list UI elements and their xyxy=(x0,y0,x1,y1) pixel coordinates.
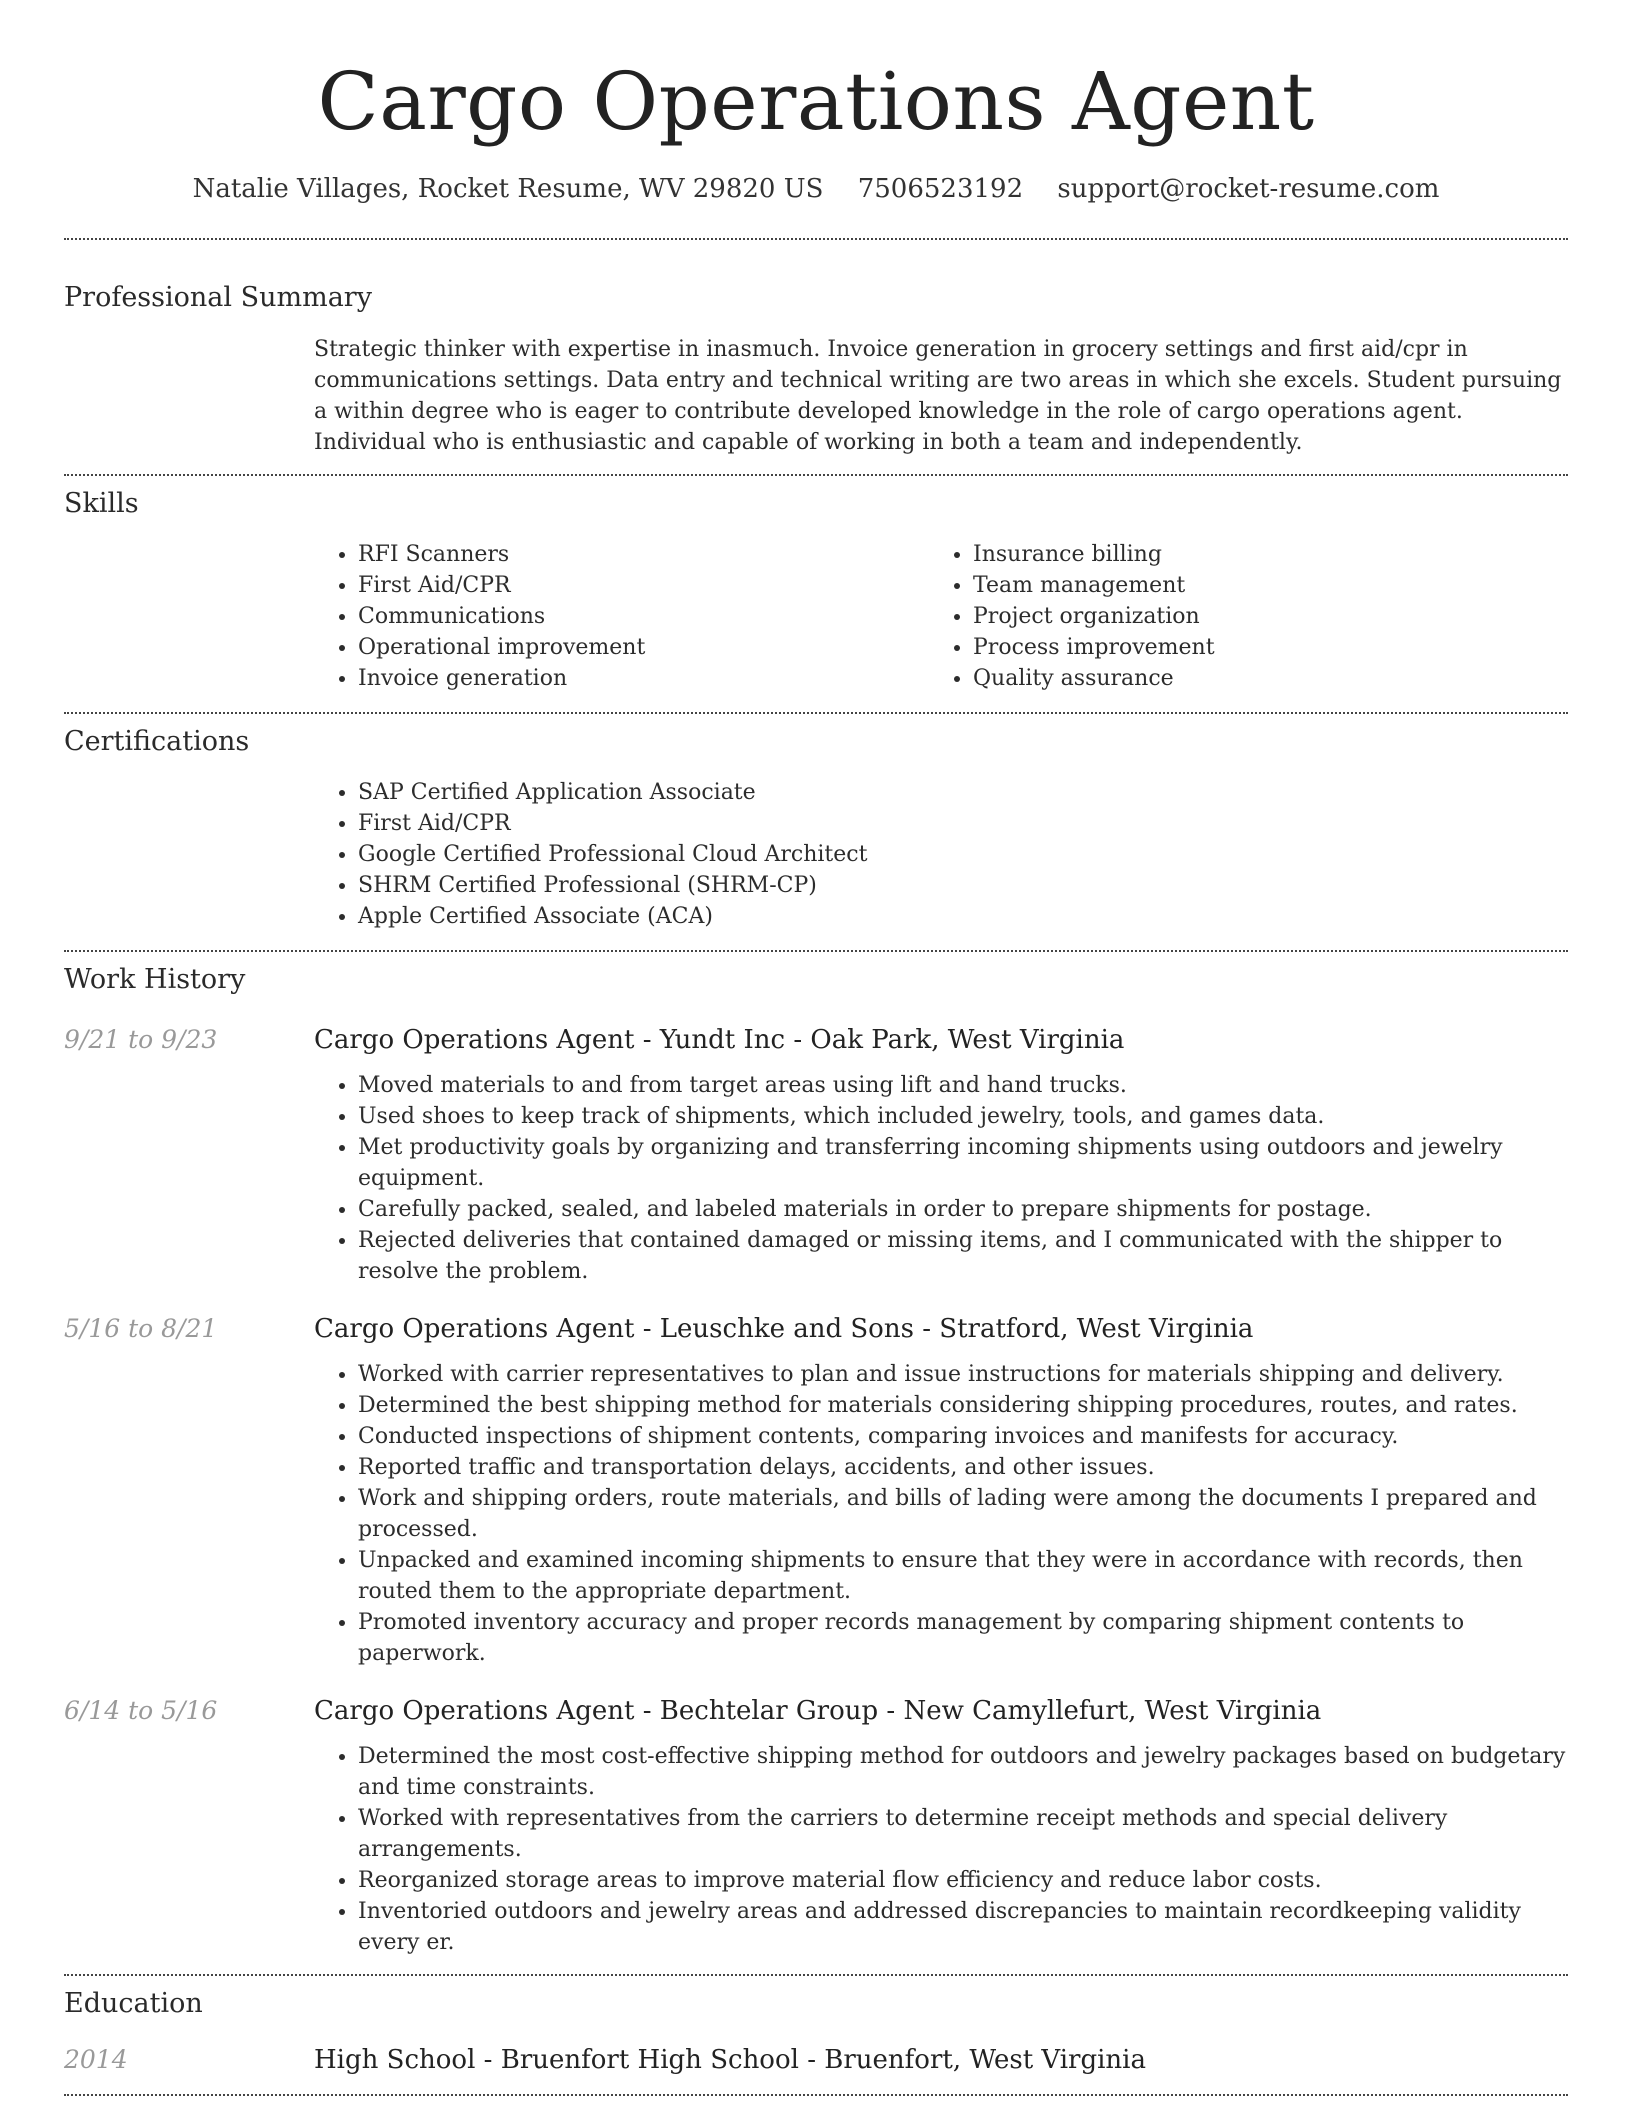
contact-address: Natalie Villages, Rocket Resume, WV 29820 US xyxy=(192,174,824,204)
job-company: Bechtelar Group xyxy=(659,1696,879,1726)
separator: - xyxy=(878,1696,904,1726)
list-item: • Determined the most cost-effective shipping method for outdoors and jewelry packages based on budgetary and time constraints. xyxy=(358,1741,1568,1803)
job-heading xyxy=(314,1022,1568,1058)
separator: - xyxy=(913,1314,940,1344)
list-item: • Rejected deliveries that contained damaged or missing items, and I communicated with the shipper to resolve the problem. xyxy=(358,1225,1568,1287)
education-list xyxy=(64,2042,1568,2078)
job-details xyxy=(314,1311,1568,1669)
list-item: • Communications xyxy=(358,601,929,632)
section-heading-skills: Skills xyxy=(64,488,139,519)
summary-section xyxy=(64,240,1568,458)
list-item: • RFI Scanners xyxy=(358,539,929,570)
list-item: • Met productivity goals by organizing and transferring incoming shipments using outdoors and jewelry equipment. xyxy=(358,1132,1568,1194)
job-location: Oak Park, West Virginia xyxy=(810,1025,1125,1055)
education-school: Bruenfort High School xyxy=(500,2045,799,2075)
resume-header xyxy=(64,0,1568,206)
job-company: Yundt Inc xyxy=(659,1025,786,1055)
list-item: • Insurance billing xyxy=(973,539,1544,570)
skills-grid xyxy=(314,539,1568,694)
summary-body xyxy=(314,334,1568,458)
section-heading-work-history: Work History xyxy=(64,964,246,995)
education-heading xyxy=(314,2042,1568,2078)
list-item: • Promoted inventory accuracy and proper records management by comparing shipment contents to paperwork. xyxy=(358,1607,1568,1669)
list-item: • Used shoes to keep track of shipments, which included jewelry, tools, and games data. xyxy=(358,1101,1568,1132)
jobs-list xyxy=(64,1022,1568,1958)
list-item: • Carefully packed, sealed, and labeled materials in order to prepare shipments for postage. xyxy=(358,1194,1568,1225)
list-item: • Apple Certified Associate (ACA) xyxy=(358,901,1568,932)
contact-phone: 7506523192 xyxy=(857,174,1024,204)
work-history-section xyxy=(64,952,1568,1958)
list-item: • Inventoried outdoors and jewelry areas and addressed discrepancies to maintain recordkeeping validity every er. xyxy=(358,1896,1568,1958)
list-item: • Team management xyxy=(973,570,1544,601)
list-item: • SAP Certified Application Associate xyxy=(358,777,1568,808)
job-title: Cargo Operations Agent xyxy=(314,1696,635,1726)
separator: - xyxy=(634,1314,660,1344)
list-item: • Quality assurance xyxy=(973,663,1544,694)
education-degree: High School xyxy=(314,2045,476,2075)
job-title: Cargo Operations Agent xyxy=(314,1314,635,1344)
list-item: • Process improvement xyxy=(973,632,1544,663)
education-year: 2014 xyxy=(64,2045,128,2074)
list-item: • Reorganized storage areas to improve material flow efficiency and reduce labor costs. xyxy=(358,1865,1568,1896)
list-item: • Operational improvement xyxy=(358,632,929,663)
list-item: • Google Certified Professional Cloud Architect xyxy=(358,839,1568,870)
job-location: New Camyllefurt, West Virginia xyxy=(903,1696,1322,1726)
skills-list-left xyxy=(314,539,929,694)
resume-title: Cargo Operations Agent xyxy=(317,55,1315,148)
job-location: Stratford, West Virginia xyxy=(939,1314,1254,1344)
education-entry xyxy=(64,2042,1568,2078)
job-dates: 5/16 to 8/21 xyxy=(64,1314,218,1343)
job-entry xyxy=(64,1693,1568,1958)
list-item: • Reported traffic and transportation delays, accidents, and other issues. xyxy=(358,1452,1568,1483)
education-details xyxy=(314,2042,1568,2078)
skills-column-right xyxy=(929,539,1544,694)
job-heading xyxy=(314,1311,1568,1347)
separator: - xyxy=(798,2045,825,2075)
job-details xyxy=(314,1022,1568,1287)
education-section xyxy=(64,1976,1568,2078)
list-item: • First Aid/CPR xyxy=(358,808,1568,839)
separator: - xyxy=(634,1696,660,1726)
job-entry xyxy=(64,1022,1568,1287)
job-details xyxy=(314,1693,1568,1958)
job-bullets xyxy=(314,1741,1568,1958)
list-item: • Invoice generation xyxy=(358,663,929,694)
section-heading-certifications: Certifications xyxy=(64,726,250,757)
list-item: • Conducted inspections of shipment contents, comparing invoices and manifests for accuracy. xyxy=(358,1421,1568,1452)
skills-section xyxy=(64,476,1568,694)
contact-line xyxy=(64,172,1568,206)
list-item: • SHRM Certified Professional (SHRM-CP) xyxy=(358,870,1568,901)
separator: - xyxy=(475,2045,501,2075)
list-item: • Project organization xyxy=(973,601,1544,632)
separator: - xyxy=(785,1025,811,1055)
job-bullets xyxy=(314,1359,1568,1669)
list-item: • Moved materials to and from target areas using lift and hand trucks. xyxy=(358,1070,1568,1101)
section-heading-education: Education xyxy=(64,1988,203,2019)
section-heading-summary: Professional Summary xyxy=(64,282,372,313)
job-entry xyxy=(64,1311,1568,1669)
certifications-list xyxy=(314,777,1568,932)
skills-list-right xyxy=(929,539,1544,694)
list-item: • First Aid/CPR xyxy=(358,570,929,601)
list-item: • Unpacked and examined incoming shipments to ensure that they were in accordance with records, then routed them to the appropriate department. xyxy=(358,1545,1568,1607)
list-item: • Worked with representatives from the carriers to determine receipt methods and special delivery arrangements. xyxy=(358,1803,1568,1865)
job-heading xyxy=(314,1693,1568,1729)
job-dates: 9/21 to 9/23 xyxy=(64,1025,218,1054)
skills-column-left xyxy=(314,539,929,694)
job-bullets xyxy=(314,1070,1568,1287)
summary-text: Strategic thinker with expertise in inasmuch. Invoice generation in grocery settings and first aid/cpr in communications settings. Data entry and technical writing are two areas in which she excels. Student pursuing a within degree who is eager to contribute developed knowledge in the role of cargo operations agent. Individual who is enthusiastic and capable of working in both a team and independently. xyxy=(314,337,1562,455)
separator: - xyxy=(634,1025,660,1055)
job-title: Cargo Operations Agent xyxy=(314,1025,635,1055)
list-item: • Determined the best shipping method for materials considering shipping procedures, routes, and rates. xyxy=(358,1390,1568,1421)
divider xyxy=(64,2094,1568,2096)
contact-email: support@rocket-resume.com xyxy=(1057,174,1440,204)
certifications-section xyxy=(64,714,1568,932)
list-item: • Work and shipping orders, route materials, and bills of lading were among the documents I prepared and processed. xyxy=(358,1483,1568,1545)
job-dates: 6/14 to 5/16 xyxy=(64,1696,218,1725)
job-company: Leuschke and Sons xyxy=(659,1314,914,1344)
list-item: • Worked with carrier representatives to plan and issue instructions for materials shipping and delivery. xyxy=(358,1359,1568,1390)
certifications-body xyxy=(314,777,1568,932)
education-location: Bruenfort, West Virginia xyxy=(824,2045,1146,2075)
